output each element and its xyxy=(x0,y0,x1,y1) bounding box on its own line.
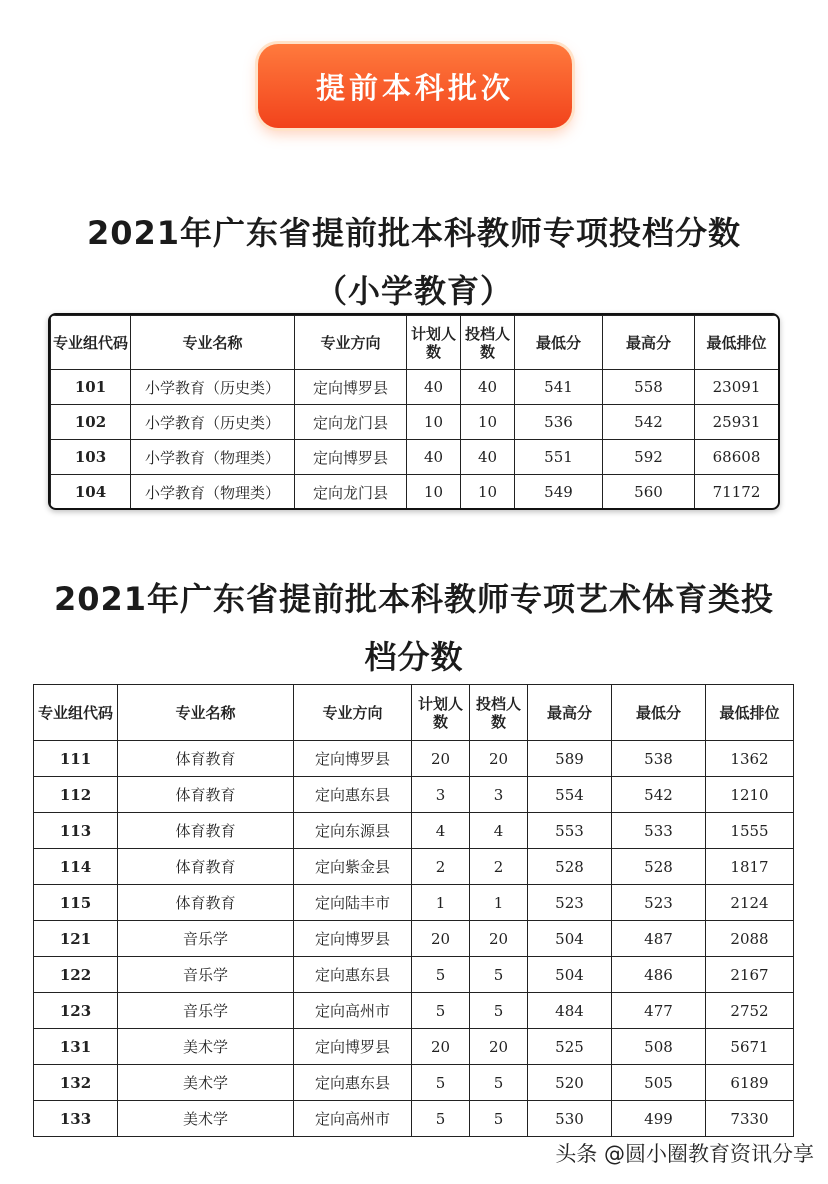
table-cell: 538 xyxy=(612,741,706,777)
table-cell: 1210 xyxy=(706,777,794,813)
table-row xyxy=(34,813,794,849)
group-code-cell: 121 xyxy=(34,921,118,957)
table-cell: 2167 xyxy=(706,957,794,993)
table-cell: 小学教育（物理类） xyxy=(131,440,295,475)
table-row xyxy=(51,440,779,475)
header-cell: 计划人数 xyxy=(407,316,461,370)
header-cell: 专业名称 xyxy=(131,316,295,370)
table-cell: 2752 xyxy=(706,993,794,1029)
table-row xyxy=(34,885,794,921)
table-cell: 小学教育（历史类） xyxy=(131,405,295,440)
table-row xyxy=(34,741,794,777)
table-cell: 5 xyxy=(470,1101,528,1137)
group-code-cell: 131 xyxy=(34,1029,118,1065)
table-cell: 549 xyxy=(515,475,603,510)
table-cell: 小学教育（物理类） xyxy=(131,475,295,510)
table-cell: 71172 xyxy=(695,475,779,510)
table-row xyxy=(34,1029,794,1065)
table-cell: 40 xyxy=(461,440,515,475)
table-row xyxy=(51,370,779,405)
group-code-cell: 112 xyxy=(34,777,118,813)
table-cell: 40 xyxy=(407,440,461,475)
table-cell: 541 xyxy=(515,370,603,405)
table-row xyxy=(51,475,779,510)
group-code-cell: 132 xyxy=(34,1065,118,1101)
table-cell: 音乐学 xyxy=(118,957,294,993)
group-code-cell: 104 xyxy=(51,475,131,510)
table-cell: 5 xyxy=(412,957,470,993)
table-cell: 2124 xyxy=(706,885,794,921)
table-cell: 体育教育 xyxy=(118,849,294,885)
table-cell: 定向高州市 xyxy=(294,1101,412,1137)
table-cell: 20 xyxy=(412,741,470,777)
table-cell: 10 xyxy=(407,475,461,510)
table-cell: 554 xyxy=(528,777,612,813)
table-cell: 20 xyxy=(412,1029,470,1065)
table-cell: 528 xyxy=(528,849,612,885)
table-cell: 2088 xyxy=(706,921,794,957)
table-cell: 10 xyxy=(461,475,515,510)
table-cell: 定向博罗县 xyxy=(295,440,407,475)
header-cell: 计划人数 xyxy=(412,685,470,741)
table-header-row xyxy=(34,685,794,741)
table-cell: 484 xyxy=(528,993,612,1029)
table-cell: 536 xyxy=(515,405,603,440)
header-cell: 投档人数 xyxy=(470,685,528,741)
table2-title: 2021年广东省提前批本科教师专项艺术体育类投 xyxy=(53,580,775,618)
table-cell: 美术学 xyxy=(118,1065,294,1101)
table-cell: 40 xyxy=(407,370,461,405)
table-cell: 5 xyxy=(470,1065,528,1101)
table-cell: 定向龙门县 xyxy=(295,405,407,440)
banner-label: 提前本科批次 xyxy=(315,70,514,105)
table-cell: 560 xyxy=(603,475,695,510)
table-cell: 592 xyxy=(603,440,695,475)
group-code-cell: 102 xyxy=(51,405,131,440)
table-cell: 5 xyxy=(470,993,528,1029)
table-cell: 505 xyxy=(612,1065,706,1101)
header-cell: 专业组代码 xyxy=(34,685,118,741)
header-cell: 最低分 xyxy=(612,685,706,741)
batch-banner xyxy=(258,44,572,128)
table-cell: 7330 xyxy=(706,1101,794,1137)
header-cell: 专业名称 xyxy=(118,685,294,741)
group-code-cell: 123 xyxy=(34,993,118,1029)
table-cell: 20 xyxy=(412,921,470,957)
table-cell: 定向龙门县 xyxy=(295,475,407,510)
group-code-cell: 114 xyxy=(34,849,118,885)
group-code-cell: 113 xyxy=(34,813,118,849)
table-cell: 499 xyxy=(612,1101,706,1137)
table-cell: 定向惠东县 xyxy=(294,1065,412,1101)
table-cell: 定向陆丰市 xyxy=(294,885,412,921)
table-cell: 1 xyxy=(470,885,528,921)
table-cell: 20 xyxy=(470,1029,528,1065)
arts-sports-score-table xyxy=(33,684,794,1137)
primary-education-score-table xyxy=(50,315,779,510)
group-code-cell: 103 xyxy=(51,440,131,475)
table-cell: 小学教育（历史类） xyxy=(131,370,295,405)
table-cell: 美术学 xyxy=(118,1029,294,1065)
table-cell: 504 xyxy=(528,921,612,957)
table-cell: 音乐学 xyxy=(118,921,294,957)
table-row xyxy=(34,777,794,813)
table-cell: 5671 xyxy=(706,1029,794,1065)
header-cell: 最低排位 xyxy=(706,685,794,741)
table1-subtitle: （小学教育） xyxy=(314,272,513,310)
table-cell: 5 xyxy=(412,1065,470,1101)
group-code-cell: 133 xyxy=(34,1101,118,1137)
table-cell: 定向东源县 xyxy=(294,813,412,849)
table-cell: 体育教育 xyxy=(118,885,294,921)
table-cell: 25931 xyxy=(695,405,779,440)
table1-title: 2021年广东省提前批本科教师专项投档分数 xyxy=(86,214,742,252)
table-cell: 1555 xyxy=(706,813,794,849)
table-cell: 589 xyxy=(528,741,612,777)
table-cell: 20 xyxy=(470,921,528,957)
group-code-cell: 101 xyxy=(51,370,131,405)
header-cell: 最高分 xyxy=(603,316,695,370)
table-cell: 1362 xyxy=(706,741,794,777)
header-cell: 投档人数 xyxy=(461,316,515,370)
table-cell: 2 xyxy=(470,849,528,885)
table-cell: 3 xyxy=(412,777,470,813)
table-cell: 体育教育 xyxy=(118,777,294,813)
table-row xyxy=(34,957,794,993)
table-cell: 553 xyxy=(528,813,612,849)
table-cell: 533 xyxy=(612,813,706,849)
table-cell: 525 xyxy=(528,1029,612,1065)
table-cell: 音乐学 xyxy=(118,993,294,1029)
table-cell: 486 xyxy=(612,957,706,993)
table-cell: 20 xyxy=(470,741,528,777)
table2-title-cont: 档分数 xyxy=(364,638,464,676)
table-cell: 23091 xyxy=(695,370,779,405)
group-code-cell: 111 xyxy=(34,741,118,777)
table-cell: 487 xyxy=(612,921,706,957)
table-cell: 504 xyxy=(528,957,612,993)
header-cell: 专业方向 xyxy=(294,685,412,741)
table-cell: 523 xyxy=(612,885,706,921)
table-cell: 定向惠东县 xyxy=(294,777,412,813)
table-cell: 定向博罗县 xyxy=(294,741,412,777)
table-cell: 体育教育 xyxy=(118,741,294,777)
header-cell: 最低分 xyxy=(515,316,603,370)
table-row xyxy=(34,993,794,1029)
table-cell: 定向高州市 xyxy=(294,993,412,1029)
table-cell: 定向博罗县 xyxy=(295,370,407,405)
table-cell: 40 xyxy=(461,370,515,405)
table-cell: 558 xyxy=(603,370,695,405)
header-cell: 专业方向 xyxy=(295,316,407,370)
table1-frame xyxy=(48,313,780,510)
table-cell: 6189 xyxy=(706,1065,794,1101)
table-row xyxy=(51,405,779,440)
table-cell: 508 xyxy=(612,1029,706,1065)
table-row xyxy=(34,1101,794,1137)
table-cell: 2 xyxy=(412,849,470,885)
table-cell: 体育教育 xyxy=(118,813,294,849)
header-cell: 专业组代码 xyxy=(51,316,131,370)
table-header-row xyxy=(51,316,779,370)
table-cell: 10 xyxy=(407,405,461,440)
group-code-cell: 122 xyxy=(34,957,118,993)
table-row xyxy=(34,1065,794,1101)
table-cell: 定向紫金县 xyxy=(294,849,412,885)
header-cell: 最低排位 xyxy=(695,316,779,370)
table-cell: 定向博罗县 xyxy=(294,1029,412,1065)
table-cell: 68608 xyxy=(695,440,779,475)
table-cell: 3 xyxy=(470,777,528,813)
table-cell: 542 xyxy=(612,777,706,813)
table-cell: 5 xyxy=(412,993,470,1029)
table-cell: 1817 xyxy=(706,849,794,885)
table-cell: 5 xyxy=(412,1101,470,1137)
source-watermark: 头条 @圆小圈教育资讯分享 xyxy=(555,1142,814,1166)
table-row xyxy=(34,849,794,885)
table-cell: 定向博罗县 xyxy=(294,921,412,957)
table-cell: 4 xyxy=(470,813,528,849)
table-cell: 美术学 xyxy=(118,1101,294,1137)
table-cell: 10 xyxy=(461,405,515,440)
table-cell: 523 xyxy=(528,885,612,921)
table-cell: 定向惠东县 xyxy=(294,957,412,993)
table-row xyxy=(34,921,794,957)
group-code-cell: 115 xyxy=(34,885,118,921)
table-cell: 530 xyxy=(528,1101,612,1137)
table-cell: 520 xyxy=(528,1065,612,1101)
table-cell: 528 xyxy=(612,849,706,885)
header-cell: 最高分 xyxy=(528,685,612,741)
table-cell: 4 xyxy=(412,813,470,849)
table-cell: 542 xyxy=(603,405,695,440)
table-cell: 551 xyxy=(515,440,603,475)
table-cell: 5 xyxy=(470,957,528,993)
table-cell: 1 xyxy=(412,885,470,921)
table-cell: 477 xyxy=(612,993,706,1029)
